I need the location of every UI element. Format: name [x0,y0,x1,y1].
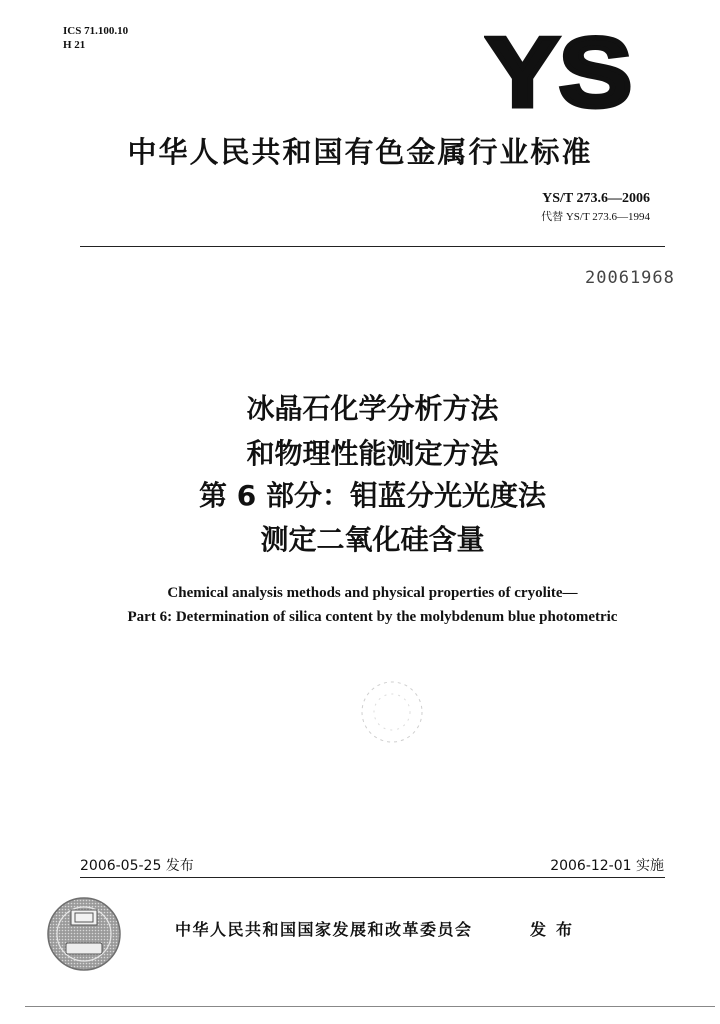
replaces-standard: 代替 YS/T 273.6—1994 [541,211,650,223]
standard-number: YS/T 273.6—2006 [542,191,650,206]
footer-rule [80,877,665,878]
title-en-line-2: Part 6: Determination of silica content by the molybdenum blue photometric [127,609,618,625]
ccs-code: H 21 [63,39,86,51]
faint-stamp-icon [356,676,428,748]
ics-code: ICS 71.100.10 [63,25,129,37]
issue-date: 2006-05-25 发布 [80,858,194,874]
org-title: 中华人民共和国有色金属行业标准 [127,135,593,169]
ys-logo-text: YS [486,30,632,112]
title-en-line-1: Chemical analysis methods and physical properties of cryolite— [167,585,578,601]
stamp-number: 20061968 [585,268,675,288]
implementation-date: 2006-12-01 实施 [550,858,664,874]
classification-codes [63,24,128,52]
title-cn-line-3: 第 6 部分：钼蓝分光光度法 [199,479,546,512]
header-rule [80,246,665,247]
publish-label: 发布 [530,920,583,939]
official-seal-icon [46,896,122,972]
ys-logo [484,30,634,112]
title-cn-line-4: 测定二氧化硅含量 [260,523,485,556]
title-cn-line-1: 冰晶石化学分析方法 [246,392,499,425]
title-cn-line-2: 和物理性能测定方法 [246,437,499,470]
publisher-name: 中华人民共和国国家发展和改革委员会 [175,920,473,939]
page-bottom-line [25,1006,715,1007]
